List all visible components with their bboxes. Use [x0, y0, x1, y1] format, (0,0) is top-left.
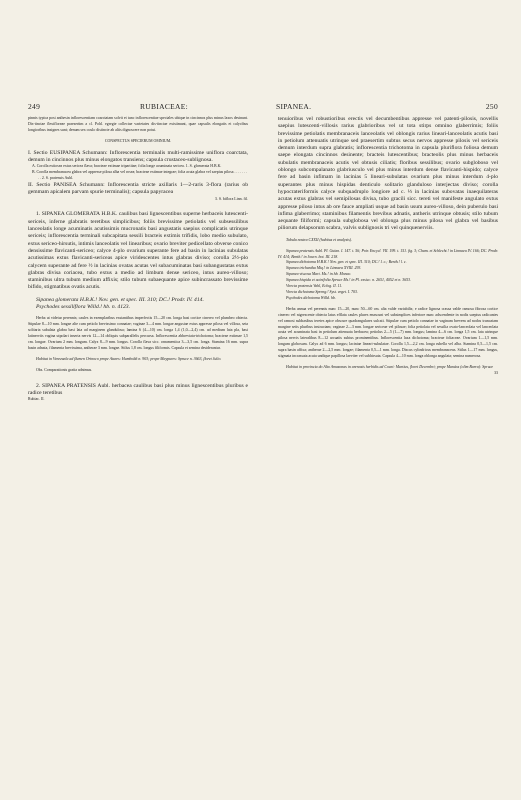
running-header [28, 102, 498, 112]
section-two-text: II. Sectio PANISEA Schumann: Inflorescentia stricte axillaris 1—2-raris 3-flora (rarius ob gemmam apicalem parvam spurie terminalis); capsula papyracea [28, 181, 248, 196]
synonym-ref: Sipanea dichotoma H.B.K.! Nov. gen. et spec. III. 310; DC.! l. c.; Benth.! l. c. [286, 260, 407, 265]
key-b: B. Corolla membranacea glabra vel appresse pilosa alba vel rosea; bracteae extimae integrae; folia acuta glabra vel saepius pilosa . . . . . . . . . 2. S. pratensis Aubl. [32, 170, 248, 181]
species-two-start: 2. SIPANEA PRATENSIS Aubl. herbacea caulibus basi plus minus lignescentibus pluribus e radice teretibus [28, 382, 248, 396]
species-one-description: 1. SIPANEA GLOMERATA H.B.K. caulibus basi lignescentibus superne herbaceis lutescenti-sericeis, inferne glabratis teretibus simplicibus; foliis brevissime petiolatis vel subsessilibus lanceolatis longe acuminatis acutissimis mucronatis basi angustatis saepius complicatis utrinque sericeis; inflorescentia terminali subcapitata sessili bracteis extimis trifidis, lobo medio subulato, extus sericeo-hirsutis, intimis lanceolatis vel linearibus; ovario breviter pedicellato obverse conico densissime flavicanti-sericeo; calyce 4-plo ovarium superante fere ad basin in lacinias subulatas acutissimas extus flavicanti-sericeas apice viridescentes intus glabras diviso; corolla 2½-plo calycem superante ad fere ½ in lacinias ovatas acutas vel subacuminatas basi subangustatas extus glabras divisa coriacea, tubo extus a medio ad limbum dense sericeo, intus aureo-villoso; staminibus ultra tubum medium affixis; stilo tubum subaequante apice subincrassato brevissime bifido, stigmatibus ovatis acutis. [28, 211, 248, 291]
synonym-ref: Sipanea trichantha Miq.! in Linnaea XVIII. 293. [286, 266, 362, 271]
synonym-ref: Virecta pratensis Vahl, Eclog. II. 11. [286, 284, 343, 289]
key-a: A. Corolla extiosea extus sericea flava; bracteae extimae tripartitae; folia longe acuminata sericea. 1. S. glomerata H.B.K. [32, 164, 222, 169]
species-two-habitat: Habitat in provincia do Alto Amazonas in arenosis herbidis ad Coari: Martius, floret Decembri; prope Manáos (olim Barra): Spruce [286, 364, 494, 369]
running-title-left: RUBIACEAE: [140, 102, 188, 111]
synonym-one: Sipanea glomerata H.B.K.! Nov. gen. et spec. III. 310; DC.! Prodr. IV. 414. [36, 296, 204, 303]
section-one-text: I. Sectio EUSIPANEA Schumann: Inflorescentia terminalis multi-ramissime uniflora coarctata, demum in cincinnos plus minus elongatos transiens; capsula crustaceo-sublignosa. [28, 149, 248, 163]
conspectus-heading: CONSPECTUS SPECIERUM OMNIUM. [104, 138, 172, 143]
plate-reference: Tabula nostra CXXII (habitus et analysis). [286, 237, 352, 242]
footer-signature-left: Rubiac. II. [28, 397, 45, 402]
synonym-ref: Sipanea pratensis Aubl. Pl. Guian. I. 147. t. 56; Poir. Encycl. VII. 199. t. 151. fig. 3; Cham. et Schlecht.! in Linnaea IV. 166; DC. Prodr. IV. 414; Benth.! in Journ. bot. III. 218. [278, 248, 498, 259]
synonym-ref: Sipanea viscosa Mart. Ms.! in hb. Monac. [286, 272, 352, 277]
species-two-details: Herba annua vel perennis nunc 15—20, nunc 50—60 cm. alta valde variabilis; e radice lignosa crassa valde ramosa fibrosa cortice cinereo vel nigrescente obtecta latus efflata caules plures enascunt vel subsimplices inferiore nunc adscendente in nodis saepius radicantes vel ramosi subbasibus teretes apice obscure quadrangulares sulcati. Stipulae cum petiolo connatae in vaginam brevem ad nodos truncatam margine setis pluribus instructam; vaginae 2—3 mm. longae sericeae vel pilosae; folia petiolata vel sessilia ovato-lanceolata vel lanceolata acuta vel acuminata basi in petiolum attenuata herbacea; petiolus 2—5 (1—7) mm. longus; lamina 4—6 cm. longa 1,5 cm. lata utrinque pilosa nervis lateralibus 8—12 arcuatis subtus prominentibus. Inflorescentia laxa dichotoma; bracteae foliaceae. Ovarium 1—1,5 mm. longum globosum. Calyx ad 6 mm. longus; laciniae lineari-subulatae. Corolla 1,5—2,2 cm. longa rubella vel alba. Stamina 0,5—1,5 cm. supra basin affixa; antherae 2—2,5 mm. longae; filamenta 0,5—1 mm. longa. Discus cylindricus membranaceus. Stilus 1—17 mm. longus, stigmata incrassata acuta undique papillosa laeviter vel subhirsuta. Capsula 4—10 mm. longa oblonga angulata; semina numerosa. [278, 306, 498, 359]
running-title-right: SIPANEA. [276, 102, 312, 111]
intro-paragraph: pinnis typica post anthesin inflorescentiam coarctatam solvit et tunc inflorescentiae speciales ubique in cincinnos plus minus laxos desinunt. Dis-tinctae flexifloreae praesertim a cl. Pohl. egregie collectae varietates dis-tinctae existimant, quae capsulis elongatis et calycibus longioribus insignes sunt; denum sex oculo distincte ab aliis dignoscere non potui. [28, 116, 248, 132]
page-number-right: 250 [485, 102, 498, 111]
synonym-ref: Virecta dichotoma Spreng.! Syst. veget. I. 703. [286, 290, 358, 294]
synonym-ref: Psychodes dichotoma Willd. hb. [286, 295, 336, 300]
left-column [28, 116, 248, 786]
species-two-diagnosis: tenuioribus vel robustioribus erectis vel decumbentibus appresse vel patenti-pilosis, novellis saepius lutescenti-villosis rarius glabrioribus vel ut tota stirps omnino glaberrimis; foliis brevissime petiolatis membranaceis lanceolatis vel oblongis rarius lineari-lanceolatis acutis basi in petiolum attenuatis utrinque sed praesertim subtus secus nervos appresse pilosis vel sericeis demum interdum supra glabratis; inflorescentia trichotoma in capsula pluriflora foliosa demum saepe elongata cincinnos desinente; bracteis lutescentibus; bracteolis plus minus herbaceis subulatis membranaceis acutis vel obtusis ciliatis; floribus sessilibus; ovario subgloboso vel oblongo subcompalanato glabriusculo vel plus minus interdum dense flavicanti-hispido; calyce fere ad basin infimam in lacinias 5 lineari-subulatas ovarium plus minus interdum 4-plo superantes plus minus hispidas denticulo solitario glanduloso interjectas diviso; corolla hypocrateriformis calyce subquadruplo longiore ad c. ⅓ in lacinias subovatas inaequilateras acutas extus glabras vel semipilosas divisa, tubo gracili sicc. tereti vel manifeste angulato extus appresse piloso intus ab ore fauce ampliati usque ad basin usum aureo-villoso, dein puberulo basi infima glaberrimo; staminibus filamentis brevibus adnatis, antheris utrinque obtusis; stilo tubum aequante filiformi; capsula subglobosa vel oblonga plus minus pilosa vel glabra vel basibus piliorum delapsorum scabra, valvis sublignosis tri vel quinquenerviis. [278, 116, 498, 232]
section-two-species: 3. S. biflora Linn. fil. [214, 196, 248, 201]
species-one-habitat: Habitat in Venezuela ad flumen Orinoco prope Atures: Humboldt n. 903; prope Maypures: Spruce n. 3663, floret Julio. [36, 356, 222, 361]
right-column [278, 116, 498, 786]
signature-number-right: 33 [494, 370, 498, 375]
page-number-left: 249 [28, 102, 41, 111]
species-one-details: Herba ut videtur perennis; caules in exemplaribus exstantibus imperfectis 15—20 cm. longa basi cortice cinereo vel plumbeo obtecta. Stipulae 8—10 mm. longae alte cum petiolo brevissimo connatae; vaginae 3—4 mm. longae angustae extus appresse pilosa vel villosa, seta solitaria subulata glabra basi lata ad marginem glandulosa; lamina 6 (4—10) cm. longa 1,4 (1,0—2,4) cm. ad medium lata pla, basi latinerviis vagina utpolari inserta nervis 12—14 obliquis subparallelis percursa. Inflorescentia abbreviata-trichotoma; bracteae extimae 1,5 cm. longae. Ovarium 2 mm. longum. Calyx 8—9 mm. longus. Corolla flava sicc. ornamentica 3—3,5 cm. longa. Stamina 16 mm. supra basin adnata, filamenta brevissima, antherae 3 mm. longae. Stilus 1,8 cm. longus filiformis. Capsula et semina desiderantur. [28, 316, 248, 350]
observation-note: Obs. Comparationis gratia adnimus. [36, 367, 93, 372]
synonym-ref: Sipanea hispida et acinifolia Spruce Ms.! in Pl. exsicc. n. 2651, 4052 et n. 3653. [286, 278, 412, 283]
synonym-two: Psychodes sessiliflora Willd.! hb. n. 4123. [36, 304, 131, 310]
